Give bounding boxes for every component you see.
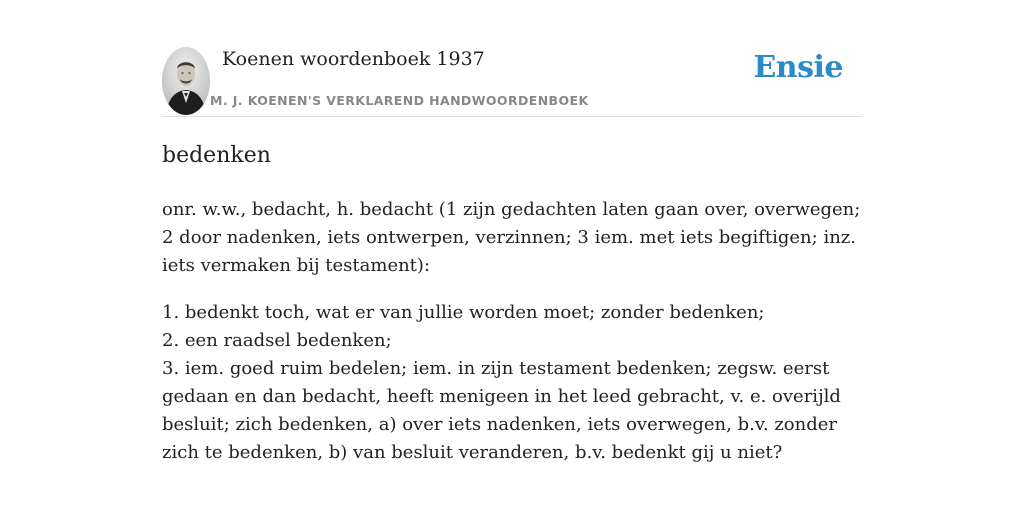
example-item: 3. iem. goed ruim bedelen; iem. in zijn testament bedenken; zegsw. eerst gedaan en dan bedacht, heeft menigeen in het leed gebracht, v. e. overijld besluit; zich bedenken, a) over iets nadenken, iets overwegen, b.v. zonder zich te bedenken, b) van besluit veranderen, b.v. bedenkt gij u niet? <box>162 358 841 463</box>
author-portrait-avatar <box>162 47 210 115</box>
brand-logo[interactable]: Ensie <box>753 50 843 85</box>
example-item: 1. bedenkt toch, wat er van jullie worden moet; zonder bedenken; <box>162 302 765 323</box>
headword: bedenken <box>162 143 271 168</box>
book-title[interactable]: Koenen woordenboek 1937 <box>222 48 485 70</box>
dictionary-entry-card <box>162 44 862 467</box>
definition-text: onr. w.w., bedacht, h. bedacht (1 zijn gedachten laten gaan over, overwegen; 2 door nadenken, iets ontwerpen, verzinnen; 3 iem. met iets begiftigen; inz. iets vermaken bij testament): <box>162 199 861 276</box>
example-item: 2. een raadsel bedenken; <box>162 330 392 351</box>
portrait-icon <box>162 47 210 115</box>
book-subtitle: M. J. KOENEN'S VERKLAREND HANDWOORDENBOEK <box>210 93 589 108</box>
examples-list <box>162 299 862 467</box>
entry-header <box>162 44 862 117</box>
